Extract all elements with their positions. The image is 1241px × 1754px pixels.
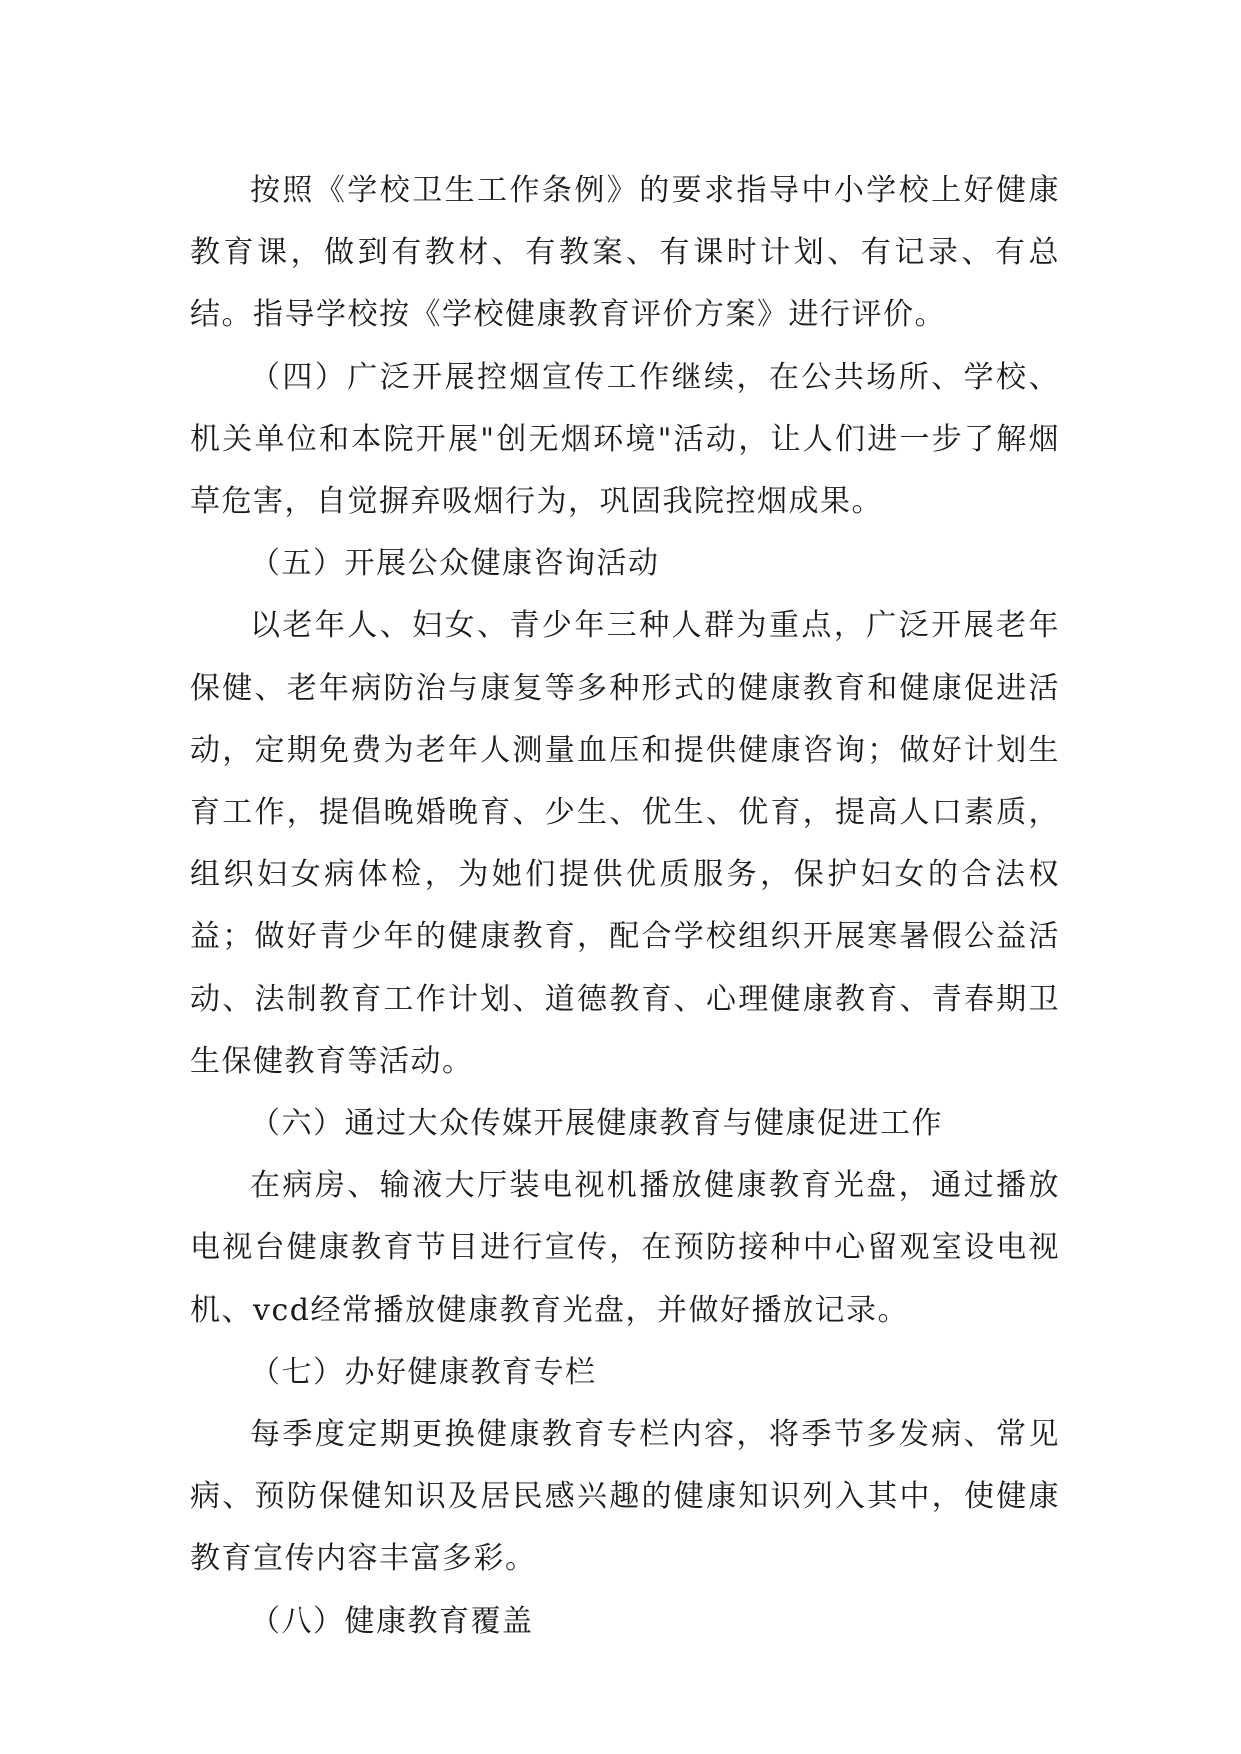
paragraph-tobacco-control: （四）广泛开展控烟宣传工作继续，在公共场所、学校、机关单位和本院开展"创无烟环境"活动，让人们进一步了解烟草危害，自觉摒弃吸烟行为，巩固我院控烟成果。 [190,359,1060,520]
document-body [190,160,1060,1653]
heading-health-column: （七）办好健康教育专栏 [250,1354,597,1390]
heading-public-health-consultation: （五）开展公众健康咨询活动 [250,546,660,582]
heading-mass-media: （六）通过大众传媒开展健康教育与健康促进工作 [250,1106,943,1142]
paragraph-key-populations: 以老年人、妇女、青少年三种人群为重点，广泛开展老年保健、老年病防治与康复等多种形式的健康教育和健康促进活动，定期免费为老年人测量血压和提供健康咨询；做好计划生育工作，提倡晚婚晚育、少生、优生、优育，提高人口素质，组织妇女病体检，为她们提供优质服务，保护妇女的合法权益；做好青少年的健康教育，配合学校组织开展寒暑假公益活动、法制教育工作计划、道德教育、心理健康教育、青春期卫生保健教育等活动。 [190,608,1060,1079]
paragraph-school-health-education: 按照《学校卫生工作条例》的要求指导中小学校上好健康教育课，做到有教材、有教案、有课时计划、有记录、有总结。指导学校按《学校健康教育评价方案》进行评价。 [190,173,1060,333]
heading-education-coverage: （八）健康教育覆盖 [250,1603,534,1639]
paragraph-tv-broadcast: 在病房、输液大厅装电视机播放健康教育光盘，通过播放电视台健康教育节目进行宣传，在预防接种中心留观室设电视机、vcd经常播放健康教育光盘，并做好播放记录。 [190,1168,1060,1328]
paragraph-column-content: 每季度定期更换健康教育专栏内容，将季节多发病、常见病、预防保健知识及居民感兴趣的健康知识列入其中，使健康教育宣传内容丰富多彩。 [190,1417,1060,1577]
